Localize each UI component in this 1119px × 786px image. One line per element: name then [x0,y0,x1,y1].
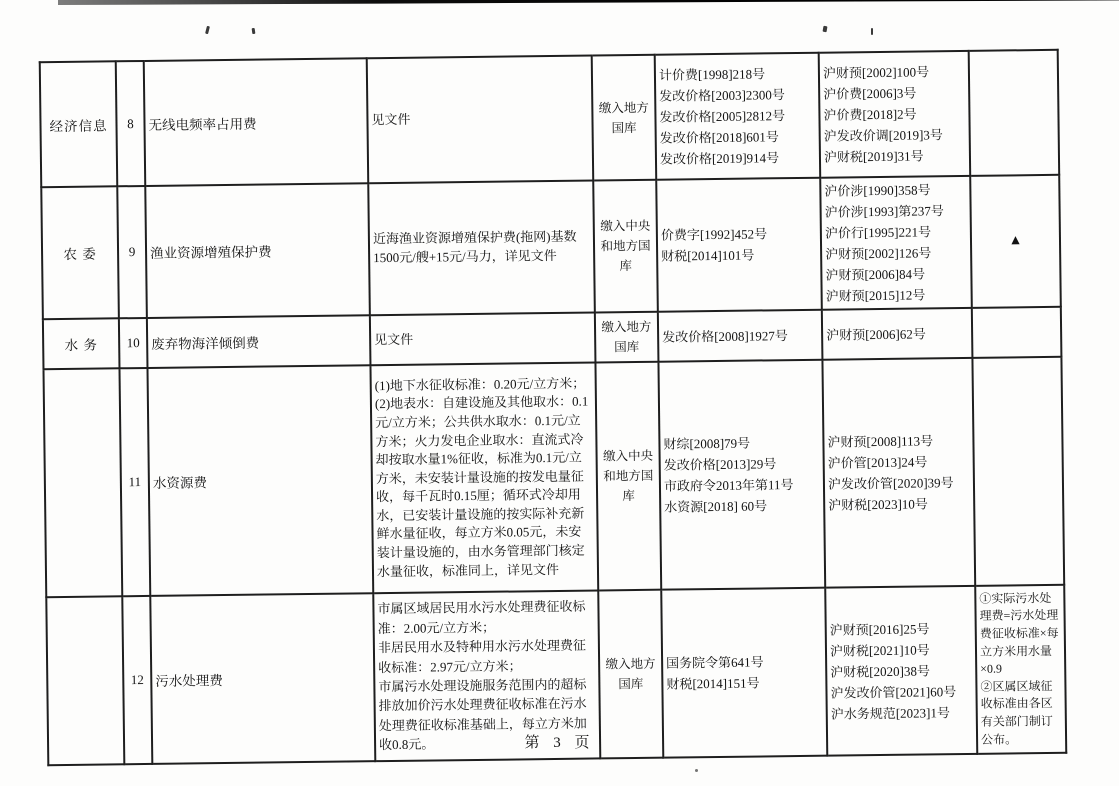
scan-speck [823,26,828,33]
note-cell [972,357,1064,586]
row-number-cell: 8 [116,61,146,186]
local-docs-cell: 沪价涉[1990]358号 沪价涉[1993]第237号 沪价行[1995]221号 沪财预[2002]126号 沪财预[2006]84号 沪财预[2015]12号 [820,176,972,310]
note-cell [969,50,1060,176]
scan-artifact-top-edge [58,0,1119,5]
national-docs-cell: 财综[2008]79号 发改价格[2013]29号 市政府令2013年第11号 水资源[2018] 60号 [658,360,825,590]
note-cell [972,307,1062,358]
national-docs-cell: 价费字[1992]452号 财税[2014]101号 [656,178,822,312]
table-row [41,175,1061,319]
scan-speck [695,769,698,772]
fee-name-cell: 渔业资源增殖保护费 [145,183,370,318]
treasury-cell: 缴入中央 和地方国 库 [595,362,661,591]
row-number-cell: 9 [117,186,147,318]
scan-speck [252,28,256,34]
fee-standard-cell: 近海渔业资源增殖保护费(拖网)基数1500元/艘+15元/马力，详见文件 [368,180,595,315]
fee-name-cell: 废弃物海洋倾倒费 [147,315,371,368]
department-cell: 经济信息 [40,61,118,187]
local-docs-cell: 沪财预[2008]113号 沪价管[2013]24号 沪发改价管[2020]39号 沪财税[2023]10号 [822,358,975,588]
row-number-cell: 11 [119,368,150,596]
page-number: 第 3 页 [524,735,595,751]
fee-table [39,49,1068,766]
note-cell: ①实际污水处理费=污水处理费征收标准×每立方米用水量×0.9 ②区属区域征收标准由各区有关部门制订公布。 [975,585,1066,754]
fee-name-cell: 无线电频率占用费 [144,58,369,186]
fee-name-cell: 污水处理费 [150,593,375,764]
table-row [40,50,1059,187]
treasury-cell: 缴入中央 和地方国 库 [593,180,658,313]
treasury-cell: 缴入地方 国库 [595,312,659,363]
row-number-cell: 10 [119,318,148,368]
triangle-marker-cell: ▲ [970,175,1061,308]
national-docs-cell: 计价费[1998]218号 发改价格[2003]2300号 发改价格[2005]2812号 发改价格[2018]601号 发改价格[2019]914号 [655,53,821,180]
department-cell: 水 务 [43,318,120,369]
national-docs-cell: 发改价格[2008]1927号 [658,310,823,362]
row-number-cell: 12 [122,596,152,764]
fee-standard-cell: 市属区域居民用水污水处理费征收标准：2.00元/立方米； 非居民用水及特种用水污水处理费征收标准：2.97元/立方米； 市属污水处理设施服务范围内的超标排放加价污水处理费征收标准在污水处理费征收标准基础上，每立方米加收0.8元。 [373,590,600,761]
fee-standard-cell: 见文件 [370,312,596,365]
fee-standard-cell: 见文件 [367,56,594,184]
fee-standard-cell: (1)地下水征收标准：0.20元/立方米；(2)地表水：自建设施及其他取水：0.1元/立方米；公共供水取水：0.1元/立方米；火力发电企业取水：直流式冷却按取水量1%征收，标准为0.1元/立方米，未安装计量设施的按发电量征收，每千瓦时0.15厘；循环式冷却用水，已安装计量设施的按实际补充新鲜水量征收，每立方米0.05元，未安装计量设施的，由水务管理部门核定水量征收，标准同上，详见文件 [370,362,598,593]
treasury-cell: 缴入地方 国库 [592,55,657,181]
treasury-cell: 缴入地方 国库 [598,590,663,759]
department-cell: 农 委 [41,186,119,319]
department-cell [43,368,122,597]
local-docs-cell: 沪财预[2006]62号 [822,308,973,360]
local-docs-cell: 沪财预[2016]25号 沪财税[2021]10号 沪财税[2020]38号 沪发改价管[2021]60号 沪水务规范[2023]1号 [825,586,977,756]
table-row [43,357,1064,597]
scan-speck [205,26,210,34]
national-docs-cell: 国务院令第641号 财税[2014]151号 [661,588,827,758]
fee-name-cell: 水资源费 [147,365,373,596]
scan-speck [871,28,873,35]
local-docs-cell: 沪财预[2002]100号 沪价费[2006]3号 沪价费[2018]2号 沪发改价调[2019]3号 沪财税[2019]31号 [819,51,971,178]
fee-table-wrapper [39,49,1068,766]
